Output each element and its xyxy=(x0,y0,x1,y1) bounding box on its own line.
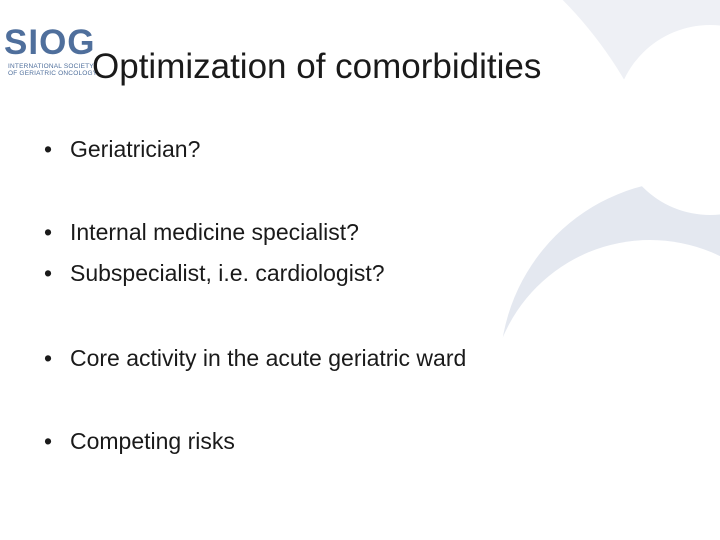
bullet-text: Internal medicine specialist? xyxy=(70,219,359,245)
bullet-item xyxy=(44,217,359,247)
logo-mark: SIOG xyxy=(4,23,96,62)
logo-line-1: INTERNATIONAL SOCIETY xyxy=(8,63,94,70)
bullet-item xyxy=(44,343,466,373)
logo-line-2: OF GERIATRIC ONCOLOGY xyxy=(8,70,98,77)
bullet-text: Competing risks xyxy=(70,428,235,454)
bullet-dot: • xyxy=(44,219,53,245)
bullet-item xyxy=(44,426,235,456)
bullet-dot: • xyxy=(44,345,53,371)
bullet-dot: • xyxy=(44,428,53,454)
bullet-dot: • xyxy=(44,260,53,286)
bullet-text: Geriatrician? xyxy=(70,136,201,162)
bullet-item xyxy=(44,258,385,288)
bullet-text: Subspecialist, i.e. cardiologist? xyxy=(70,260,385,286)
slide-title: Optimization of comorbidities xyxy=(92,47,542,86)
bullet-item xyxy=(44,134,200,164)
bullet-text: Core activity in the acute geriatric ward xyxy=(70,345,467,371)
bullet-dot: • xyxy=(44,136,53,162)
